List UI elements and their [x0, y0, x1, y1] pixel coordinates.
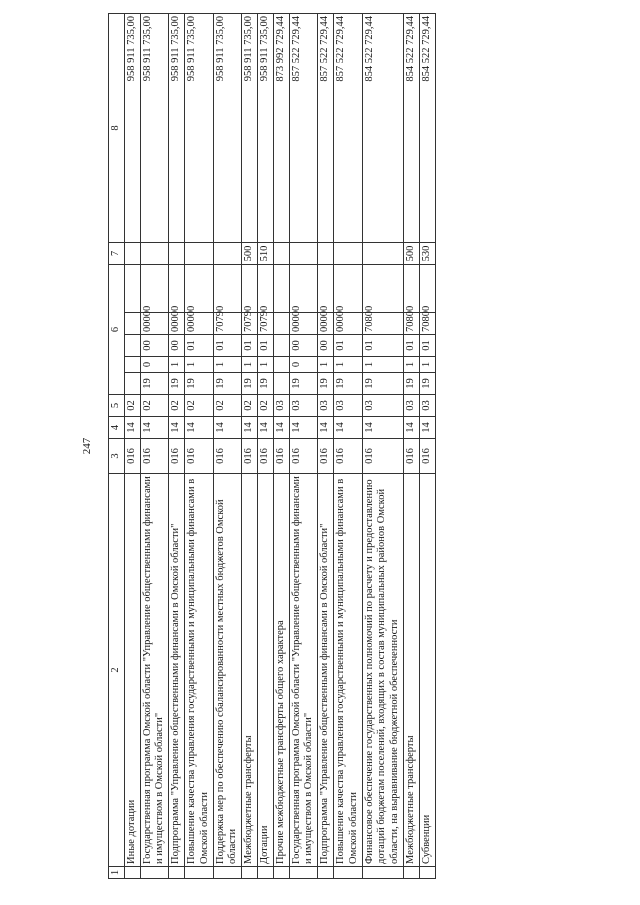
- cell-amount: 958 911 735,00: [257, 13, 273, 242]
- cell-code-6b: [124, 357, 140, 373]
- cell-index: [403, 867, 419, 879]
- cell-code-7: [184, 242, 213, 264]
- cell-code-3: 016: [273, 439, 289, 474]
- cell-code-6d: [124, 313, 140, 335]
- cell-index: [362, 867, 403, 879]
- header-col-2: 2: [109, 474, 125, 867]
- cell-amount: 873 992 729,44: [273, 13, 289, 242]
- cell-code-5: 03: [273, 395, 289, 417]
- cell-code-6a: 19: [213, 373, 242, 395]
- cell-code-5: 03: [333, 395, 362, 417]
- cell-code-3: 016: [333, 439, 362, 474]
- cell-code-7: 500: [242, 242, 258, 264]
- cell-code-7: 510: [257, 242, 273, 264]
- cell-code-5: 03: [419, 395, 435, 417]
- cell-code-3: 016: [318, 439, 334, 474]
- cell-code-3: 016: [362, 439, 403, 474]
- table-row: [273, 13, 289, 878]
- cell-amount: 958 911 735,00: [124, 13, 140, 242]
- cell-code-6b: 1: [257, 357, 273, 373]
- cell-amount: 958 911 735,00: [169, 13, 185, 242]
- cell-code-4: 14: [333, 417, 362, 439]
- cell-code-5: 02: [124, 395, 140, 417]
- cell-code-6c: 01: [242, 335, 258, 357]
- cell-code-7: [140, 242, 169, 264]
- cell-code-3: 016: [419, 439, 435, 474]
- cell-name: Иные дотации: [124, 474, 140, 867]
- cell-code-7: [213, 242, 242, 264]
- cell-code-6c: 01: [257, 335, 273, 357]
- cell-code-6a: 19: [333, 373, 362, 395]
- cell-code-6e: [124, 264, 140, 312]
- cell-code-7: [273, 242, 289, 264]
- cell-code-6c: 01: [333, 335, 362, 357]
- cell-code-3: 016: [257, 439, 273, 474]
- table-row: [403, 13, 419, 878]
- cell-name: Дотации: [257, 474, 273, 867]
- cell-amount: 958 911 735,00: [184, 13, 213, 242]
- cell-code-3: 016: [403, 439, 419, 474]
- cell-code-6b: 0: [140, 357, 169, 373]
- cell-name: Подпрограмма "Управление общественными финансами в Омской области": [169, 474, 185, 867]
- cell-name: Межбюджетные трансферты: [242, 474, 258, 867]
- cell-code-6d: [273, 313, 289, 335]
- cell-index: [213, 867, 242, 879]
- cell-index: [273, 867, 289, 879]
- cell-amount: 854 522 729,44: [403, 13, 419, 242]
- cell-name: Субвенции: [419, 474, 435, 867]
- cell-code-6c: 01: [184, 335, 213, 357]
- cell-code-6a: 19: [169, 373, 185, 395]
- cell-code-6b: [273, 357, 289, 373]
- cell-code-6b: 1: [169, 357, 185, 373]
- cell-code-5: 03: [289, 395, 318, 417]
- cell-name: Подпрограмма "Управление общественными финансами в Омской области": [318, 474, 334, 867]
- cell-code-7: [289, 242, 318, 264]
- cell-code-6d: 00000: [140, 313, 169, 335]
- cell-name: Государственная программа Омской области "Управление общественными финансами и имуществом в Омской области": [289, 474, 318, 867]
- header-col-8: 8: [109, 13, 125, 242]
- cell-index: [333, 867, 362, 879]
- cell-index: [419, 867, 435, 879]
- table-row: [318, 13, 334, 878]
- cell-code-6b: 1: [333, 357, 362, 373]
- table-row: [169, 13, 185, 878]
- cell-code-6d: 70790: [242, 313, 258, 335]
- cell-code-6b: 0: [289, 357, 318, 373]
- cell-code-4: 14: [419, 417, 435, 439]
- cell-code-6d: 70790: [213, 313, 242, 335]
- table-row: [419, 13, 435, 878]
- cell-code-6d: 70800: [362, 313, 403, 335]
- cell-name: Прочие межбюджетные трансферты общего характера: [273, 474, 289, 867]
- cell-index: [140, 867, 169, 879]
- cell-code-6a: 19: [362, 373, 403, 395]
- cell-code-6b: 1: [362, 357, 403, 373]
- cell-code-6a: 19: [289, 373, 318, 395]
- cell-code-3: 016: [184, 439, 213, 474]
- header-col-1: 1: [109, 867, 125, 879]
- table-row: [140, 13, 169, 878]
- cell-code-3: 016: [289, 439, 318, 474]
- cell-code-7: [333, 242, 362, 264]
- cell-code-5: 02: [242, 395, 258, 417]
- cell-code-3: 016: [213, 439, 242, 474]
- cell-code-5: 03: [318, 395, 334, 417]
- cell-amount: 958 911 735,00: [140, 13, 169, 242]
- cell-code-3: 016: [124, 439, 140, 474]
- cell-code-5: 03: [362, 395, 403, 417]
- cell-code-7: [124, 242, 140, 264]
- cell-code-6d: 00000: [333, 313, 362, 335]
- cell-amount: 857 522 729,44: [333, 13, 362, 242]
- cell-name: Поддержка мер по обеспечению сбалансированности местных бюджетов Омской области: [213, 474, 242, 867]
- cell-index: [257, 867, 273, 879]
- cell-amount: 854 522 729,44: [419, 13, 435, 242]
- cell-code-5: 03: [403, 395, 419, 417]
- cell-code-3: 016: [169, 439, 185, 474]
- cell-code-4: 14: [273, 417, 289, 439]
- header-row: [109, 13, 125, 878]
- cell-code-4: 14: [140, 417, 169, 439]
- cell-code-4: 14: [169, 417, 185, 439]
- cell-name: Повышение качества управления государственными и муниципальными финансами в Омской области: [333, 474, 362, 867]
- cell-index: [124, 867, 140, 879]
- header-col-5: 5: [109, 395, 125, 417]
- cell-index: [184, 867, 213, 879]
- cell-code-6c: 00: [169, 335, 185, 357]
- cell-index: [242, 867, 258, 879]
- cell-code-4: 14: [124, 417, 140, 439]
- budget-table: [108, 13, 436, 879]
- cell-code-5: 02: [140, 395, 169, 417]
- cell-code-3: 016: [242, 439, 258, 474]
- cell-code-4: 14: [362, 417, 403, 439]
- cell-code-6a: 19: [257, 373, 273, 395]
- cell-code-4: 14: [318, 417, 334, 439]
- cell-code-6a: 19: [318, 373, 334, 395]
- table-row: [289, 13, 318, 878]
- cell-code-4: 14: [242, 417, 258, 439]
- cell-code-6c: 01: [403, 335, 419, 357]
- cell-code-4: 14: [289, 417, 318, 439]
- cell-code-5: 02: [184, 395, 213, 417]
- cell-index: [169, 867, 185, 879]
- cell-code-6c: 01: [213, 335, 242, 357]
- header-col-3: 3: [109, 439, 125, 474]
- cell-code-4: 14: [403, 417, 419, 439]
- table-container: [108, 14, 583, 879]
- cell-amount: 857 522 729,44: [289, 13, 318, 242]
- cell-code-6c: [273, 335, 289, 357]
- cell-code-6a: 19: [403, 373, 419, 395]
- cell-amount: 958 911 735,00: [242, 13, 258, 242]
- cell-code-4: 14: [257, 417, 273, 439]
- cell-code-4: 14: [184, 417, 213, 439]
- table-row: [242, 13, 258, 878]
- cell-code-3: 016: [140, 439, 169, 474]
- cell-code-6c: 00: [318, 335, 334, 357]
- cell-code-6d: 00000: [318, 313, 334, 335]
- cell-code-6b: 1: [213, 357, 242, 373]
- table-row: [184, 13, 213, 878]
- cell-code-6c: 00: [289, 335, 318, 357]
- cell-code-6e: [273, 264, 289, 312]
- cell-amount: 857 522 729,44: [318, 13, 334, 242]
- cell-code-6b: 1: [403, 357, 419, 373]
- cell-code-7: [169, 242, 185, 264]
- cell-code-6d: 70790: [257, 313, 273, 335]
- cell-code-5: 02: [257, 395, 273, 417]
- table-row: [257, 13, 273, 878]
- cell-code-7: [362, 242, 403, 264]
- cell-code-5: 02: [169, 395, 185, 417]
- cell-name: Государственная программа Омской области "Управление общественными финансами и имуществом в Омской области": [140, 474, 169, 867]
- cell-code-6b: 1: [419, 357, 435, 373]
- cell-code-6a: 19: [184, 373, 213, 395]
- cell-amount: 958 911 735,00: [213, 13, 242, 242]
- cell-code-4: 14: [213, 417, 242, 439]
- cell-code-7: 500: [403, 242, 419, 264]
- cell-code-6a: 19: [242, 373, 258, 395]
- cell-amount: 854 522 729,44: [362, 13, 403, 242]
- cell-code-6a: 19: [419, 373, 435, 395]
- page-number: 247: [81, 437, 93, 455]
- table-row: [124, 13, 140, 878]
- cell-code-6c: 01: [362, 335, 403, 357]
- cell-code-6a: [273, 373, 289, 395]
- cell-code-6c: 00: [140, 335, 169, 357]
- cell-code-6b: 1: [242, 357, 258, 373]
- cell-code-6c: [124, 335, 140, 357]
- cell-code-6d: 00000: [289, 313, 318, 335]
- rotated-table-area: [108, 14, 583, 879]
- cell-name: Финансовое обеспечение государственных полномочий по расчету и предоставлению дотаций бюджетам поселений, входящих в состав муниципальных районов Омской области, на выравнивание бюджетной обеспеченности: [362, 474, 403, 867]
- cell-code-6b: 1: [318, 357, 334, 373]
- cell-name: Повышение качества управления государственными и муниципальными финансами в Омской области: [184, 474, 213, 867]
- cell-code-7: [318, 242, 334, 264]
- table-row: [333, 13, 362, 878]
- cell-code-5: 02: [213, 395, 242, 417]
- cell-code-6a: 19: [140, 373, 169, 395]
- cell-name: Межбюджетные трансферты: [403, 474, 419, 867]
- cell-code-6d: 00000: [184, 313, 213, 335]
- cell-code-7: 530: [419, 242, 435, 264]
- header-col-7: 7: [109, 242, 125, 264]
- table-row: [362, 13, 403, 878]
- cell-code-6d: 70800: [419, 313, 435, 335]
- cell-index: [318, 867, 334, 879]
- cell-code-6a: [124, 373, 140, 395]
- table-row: [213, 13, 242, 878]
- cell-code-6d: 70800: [403, 313, 419, 335]
- cell-code-6d: 00000: [169, 313, 185, 335]
- header-col-6: 6: [109, 264, 125, 394]
- cell-code-6b: 1: [184, 357, 213, 373]
- cell-index: [289, 867, 318, 879]
- cell-code-6c: 01: [419, 335, 435, 357]
- header-col-4: 4: [109, 417, 125, 439]
